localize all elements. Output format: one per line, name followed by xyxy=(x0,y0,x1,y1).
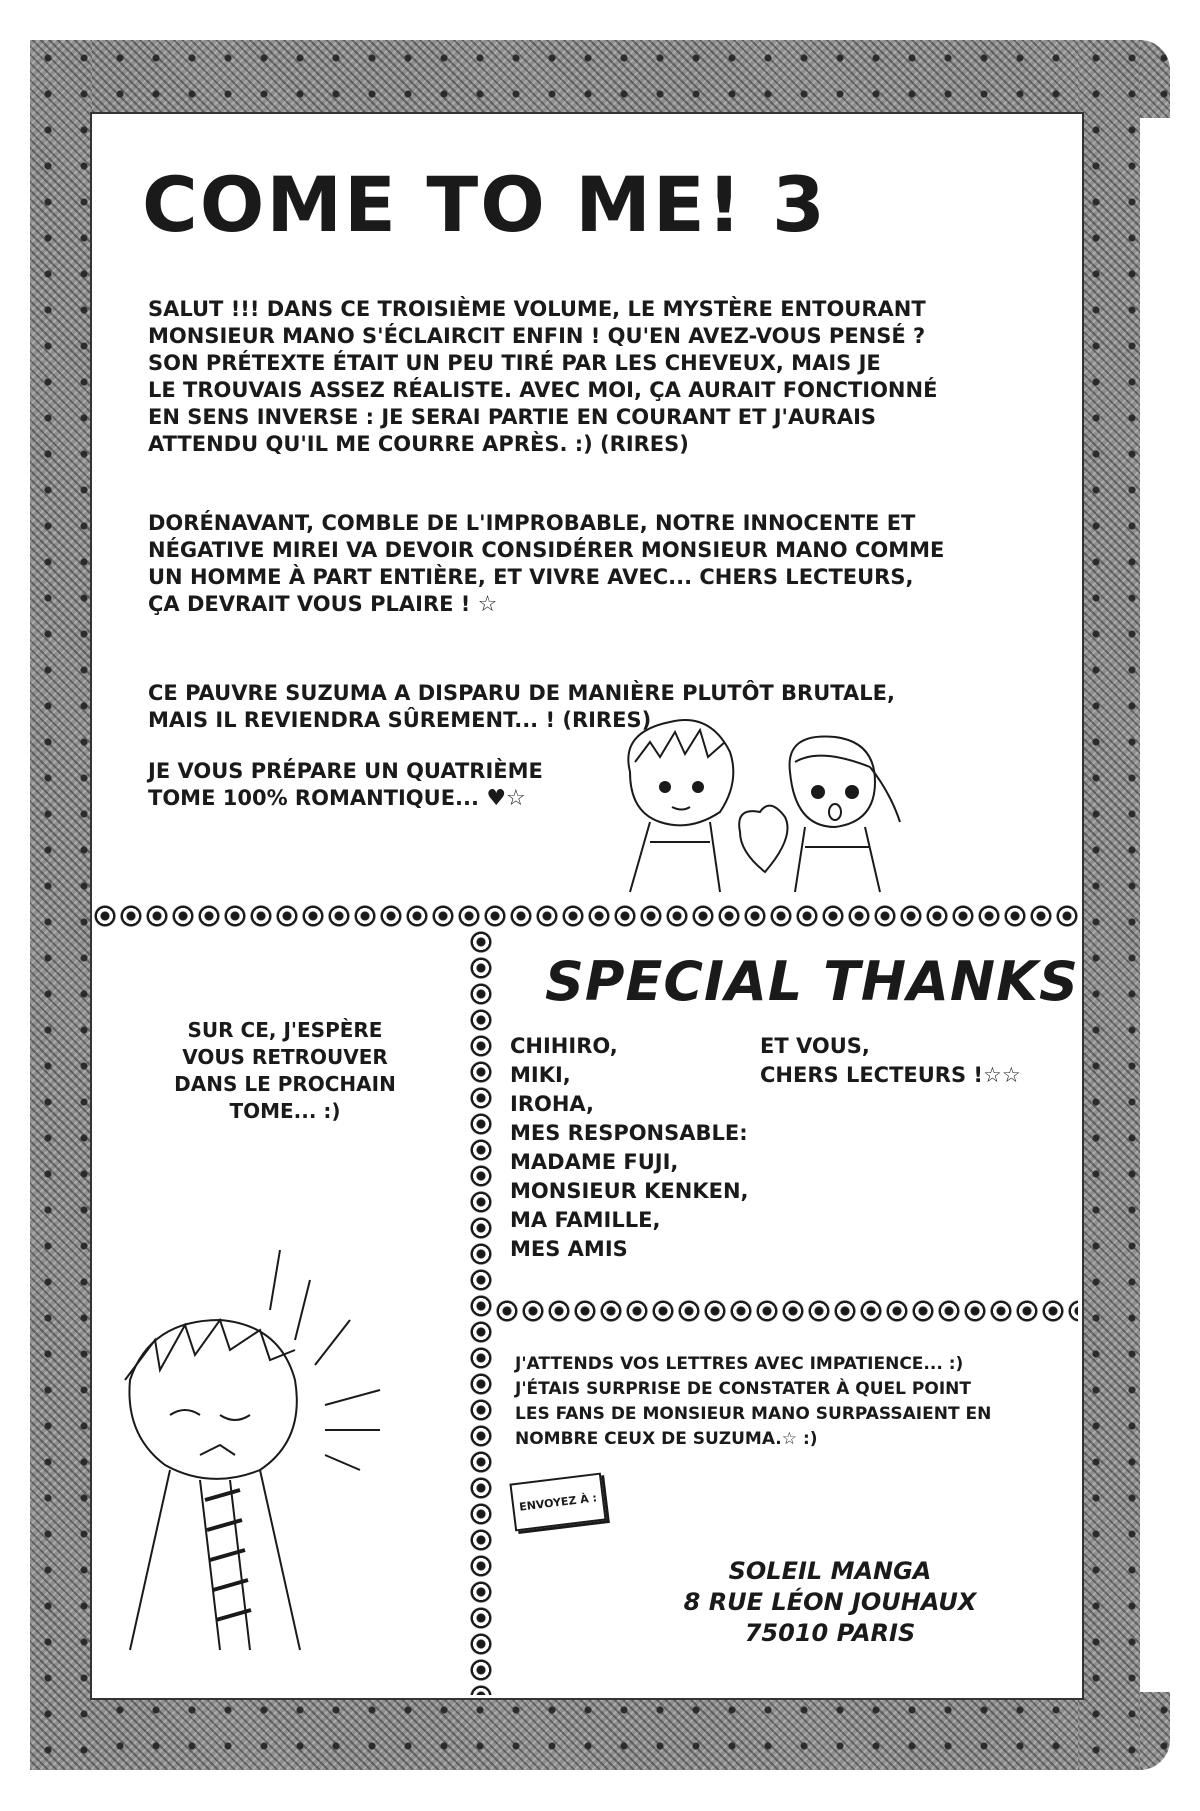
page-title: COME TO ME! 3 xyxy=(142,160,827,249)
lace-border-top xyxy=(30,40,1170,118)
chibi-couple-illustration xyxy=(590,712,920,912)
thanks-item: MONSIEUR KENKEN, xyxy=(510,1179,749,1203)
star-icon: ☆ xyxy=(1001,1063,1021,1087)
thanks-readers-line-1: ET VOUS, xyxy=(760,1034,870,1058)
letters-note xyxy=(515,1352,1055,1452)
special-thanks-title: SPECIAL THANKS xyxy=(545,950,1079,1013)
thanks-item: MES AMIS xyxy=(510,1237,628,1261)
star-icon: ☆ xyxy=(781,1429,798,1449)
intro-paragraph-4 xyxy=(148,758,608,812)
address-line-1: SOLEIL MANGA xyxy=(728,1557,932,1585)
boy-illustration xyxy=(110,1230,440,1650)
letters-note-text: J'ATTENDS VOS LETTRES AVEC IMPATIENCE... :) J'ÉTAIS SURPRISE DE CONSTATER À QUEL POINT LES FANS DE MONSIEUR MANO SURPASSAIENT EN NOMBRE CEUX DE SUZUMA. xyxy=(515,1354,992,1449)
star-icon: ☆ xyxy=(982,1063,1002,1087)
intro-paragraph-3: CE PAUVRE SUZUMA A DISPARU DE MANIÈRE PLUTÔT BRUTALE, MAIS IL REVIENDRA SÛREMENT... ! (RIRES) xyxy=(148,681,895,732)
address-line-3: 75010 PARIS xyxy=(744,1619,916,1647)
intro-paragraph-2 xyxy=(148,510,1008,618)
thanks-readers-line-2 xyxy=(760,1061,1021,1090)
thanks-item: MES RESPONSABLE: xyxy=(510,1121,748,1145)
special-thanks-list xyxy=(510,1032,749,1264)
thanks-item: MIKI, xyxy=(510,1063,571,1087)
intro-paragraph-2-text: DORÉNAVANT, COMBLE DE L'IMPROBABLE, NOTRE INNOCENTE ET NÉGATIVE MIREI VA DEVOIR CONSIDÉRER MONSIEUR MANO COMME UN HOMME À PART ENTIÈRE, ET VIVRE AVEC... CHERS LECTEURS, ÇA DEVRAIT VOUS PLAIRE ! xyxy=(148,511,945,616)
thanks-item: MA FAMILLE, xyxy=(510,1208,661,1232)
letters-note-ending: :) xyxy=(802,1429,818,1449)
thanks-readers xyxy=(760,1032,1021,1090)
thanks-item: CHIHIRO, xyxy=(510,1034,618,1058)
intro-paragraph-1: SALUT !!! DANS CE TROISIÈME VOLUME, LE MYSTÈRE ENTOURANT MONSIEUR MANO S'ÉCLAIRCIT ENFIN ! QU'EN AVEZ-VOUS PENSÉ ? SON PRÉTEXTE ÉTAIT UN PEU TIRÉ PAR LES CHEVEUX, MAIS JE LE TROUVAIS ASSEZ RÉALISTE. AVEC MOI, ÇA AURAIT FONCTIONNÉ EN SENS INVERSE : JE SERAI PARTIE EN COURANT ET J'AURAIS ATTENDU QU'IL ME COURRE APRÈS. :) (RIRES) xyxy=(148,297,938,456)
thanks-item: MADAME FUJI, xyxy=(510,1150,679,1174)
flower-divider-horizontal-right xyxy=(494,1298,1078,1324)
flower-divider-horizontal xyxy=(92,903,1078,929)
thanks-readers-line-2-text: CHERS LECTEURS ! xyxy=(760,1063,983,1087)
left-note: SUR CE, J'ESPÈRE VOUS RETROUVER DANS LE PROCHAIN TOME... :) xyxy=(174,1018,396,1123)
star-icon: ☆ xyxy=(477,592,498,617)
lace-border-left xyxy=(30,40,92,1770)
intro-paragraph-4-text: JE VOUS PRÉPARE UN QUATRIÈME TOME 100% ROMANTIQUE... xyxy=(148,759,543,810)
mailing-address xyxy=(640,1556,1020,1649)
thanks-item: IROHA, xyxy=(510,1092,595,1116)
star-icon: ☆ xyxy=(506,786,526,811)
lace-border-right xyxy=(1078,40,1140,1770)
lace-border-bottom xyxy=(30,1692,1170,1770)
flower-divider-vertical xyxy=(468,929,494,1695)
heart-icon: ♥ xyxy=(486,786,507,811)
envoyez-label-box: ENVOYEZ À : xyxy=(509,1473,606,1532)
address-line-2: 8 RUE LÉON JOUHAUX xyxy=(683,1588,977,1616)
